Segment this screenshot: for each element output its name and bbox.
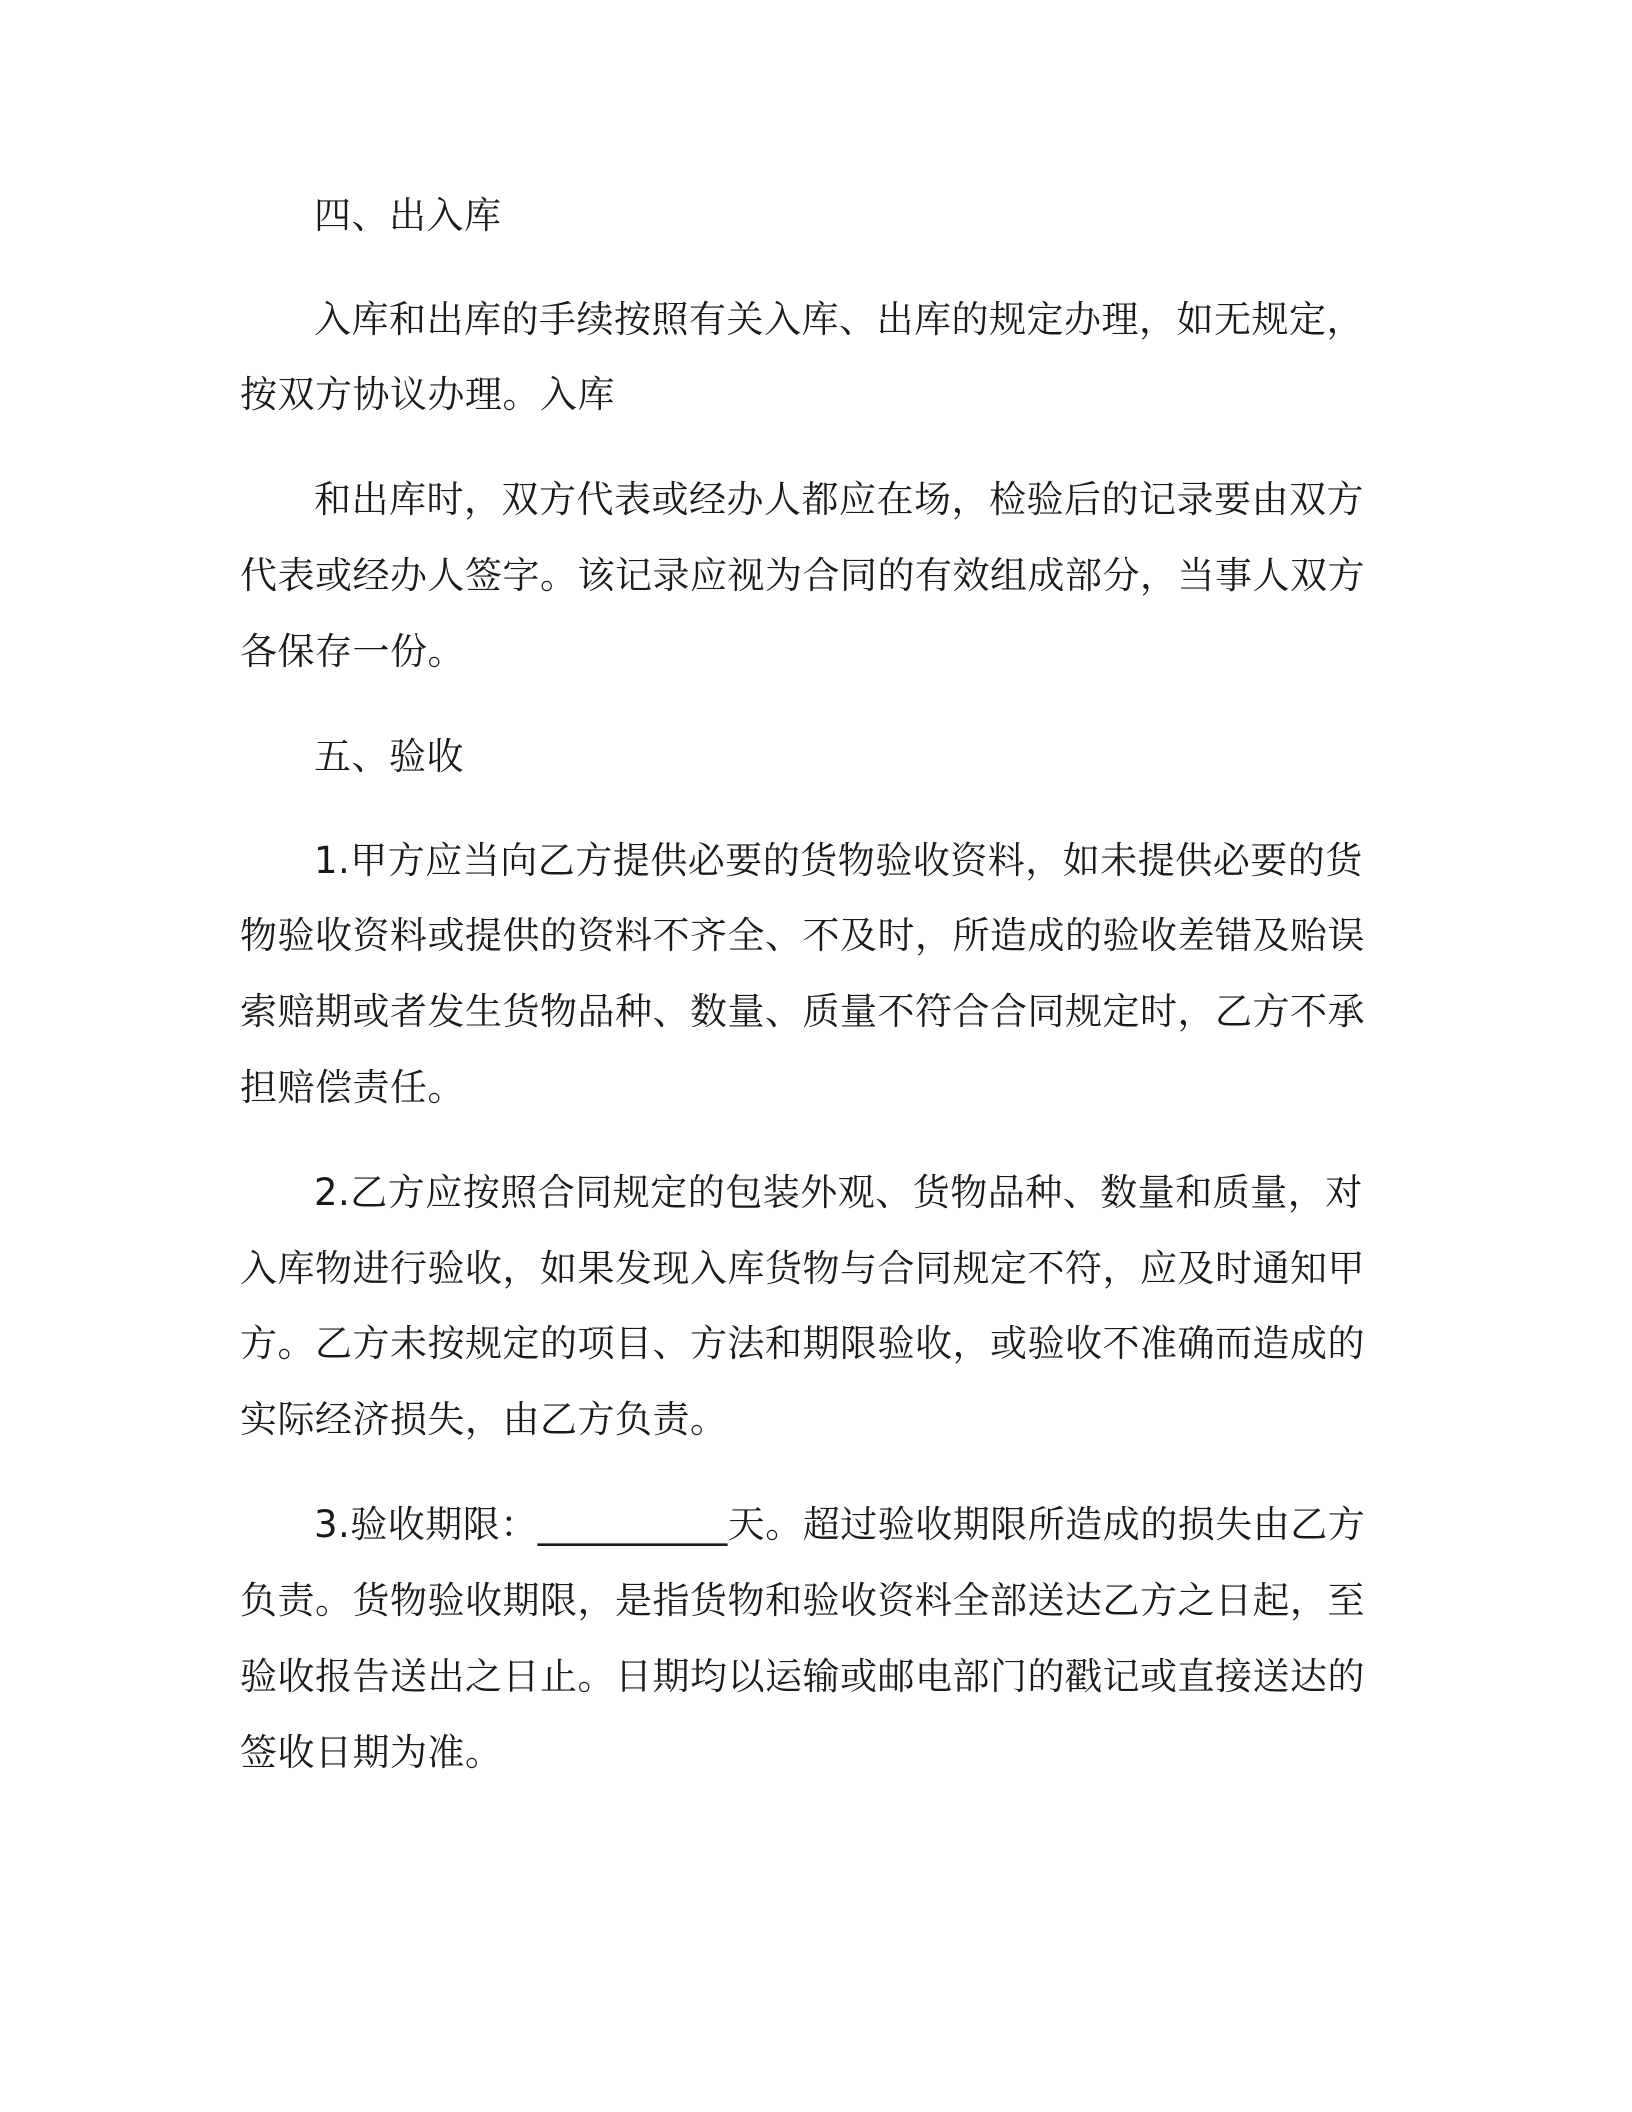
paragraph-line: 负责。货物验收期限，是指货物和验收资料全部送达乙方之日起，至 (240, 1579, 1365, 1622)
section-heading-storage: 四、出入库 (314, 194, 502, 237)
paragraph-line: 索赔期或者发生货物品种、数量、质量不符合合同规定时，乙方不承 (240, 990, 1365, 1033)
paragraph-line: 物验收资料或提供的资料不齐全、不及时，所造成的验收差错及贻误 (240, 914, 1365, 957)
paragraph-line: 1.甲方应当向乙方提供必要的货物验收资料，如未提供必要的货 (314, 839, 1363, 882)
paragraph-line: 方。乙方未按规定的项目、方法和期限验收，或验收不准确而造成的 (240, 1322, 1365, 1365)
paragraph-line: 和出库时，双方代表或经办人都应在场，检验后的记录要由双方 (314, 478, 1364, 521)
paragraph-line: 各保存一份。 (240, 630, 465, 673)
paragraph-line: 验收报告送出之日止。日期均以运输或邮电部门的戳记或直接送达的 (240, 1655, 1365, 1698)
paragraph-line: 入库物进行验收，如果发现入库货物与合同规定不符，应及时通知甲 (240, 1247, 1365, 1290)
paragraph-line: 入库和出库的手续按照有关入库、出库的规定办理，如无规定， (314, 298, 1364, 341)
paragraph-line: 代表或经办人签字。该记录应视为合同的有效组成部分，当事人双方 (240, 554, 1365, 597)
paragraph-line: 按双方协议办理。入库 (240, 373, 615, 416)
paragraph-line: 实际经济损失，由乙方负责。 (240, 1398, 728, 1441)
paragraph-line: 2.乙方应按照合同规定的包装外观、货物品种、数量和质量，对 (314, 1171, 1363, 1214)
section-heading-acceptance: 五、验收 (314, 735, 464, 778)
paragraph-line: 担赔偿责任。 (240, 1066, 465, 1109)
paragraph-line: 3.验收期限：__________天。超过验收期限所造成的损失由乙方 (314, 1503, 1366, 1546)
paragraph-line: 签收日期为准。 (240, 1731, 503, 1774)
